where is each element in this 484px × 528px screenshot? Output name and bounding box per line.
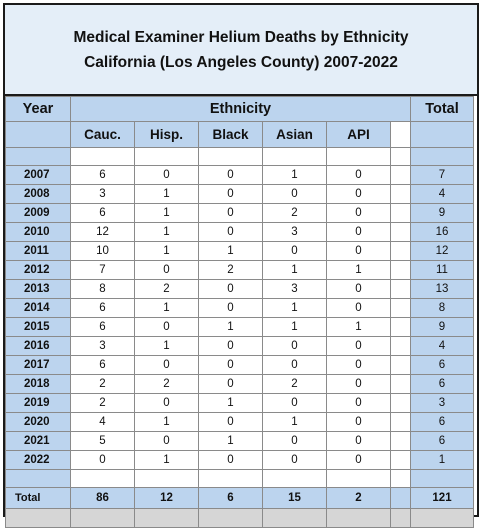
total-header: Total — [411, 97, 474, 122]
value-cell: 0 — [263, 185, 327, 204]
value-cell: 0 — [199, 204, 263, 223]
col-header-api: API — [327, 122, 391, 148]
value-cell: 0 — [135, 318, 199, 337]
year-cell: 2015 — [6, 318, 71, 337]
table-row — [6, 413, 474, 432]
value-cell: 0 — [263, 242, 327, 261]
table-row — [6, 299, 474, 318]
value-cell: 0 — [327, 451, 391, 470]
value-cell: 0 — [327, 432, 391, 451]
value-cell: 1 — [263, 166, 327, 185]
column-total-cell: 6 — [199, 488, 263, 509]
empty-cell — [327, 148, 391, 166]
value-cell: 2 — [71, 375, 135, 394]
value-cell: 0 — [327, 223, 391, 242]
value-cell: 0 — [327, 413, 391, 432]
value-cell: 1 — [135, 299, 199, 318]
value-cell: 0 — [327, 204, 391, 223]
spacer-cell — [391, 280, 411, 299]
year-cell: 2019 — [6, 394, 71, 413]
year-cell: 2008 — [6, 185, 71, 204]
total-header-blank — [411, 122, 474, 148]
value-cell: 0 — [135, 394, 199, 413]
value-cell: 12 — [71, 223, 135, 242]
year-cell: 2022 — [6, 451, 71, 470]
column-total-cell: 12 — [135, 488, 199, 509]
value-cell: 0 — [135, 261, 199, 280]
spacer-cell — [391, 375, 411, 394]
value-cell: 1 — [135, 413, 199, 432]
value-cell: 0 — [199, 451, 263, 470]
value-cell: 6 — [71, 318, 135, 337]
spacer-cell — [391, 488, 411, 509]
value-cell: 4 — [71, 413, 135, 432]
value-cell: 0 — [199, 223, 263, 242]
spacer-cell — [391, 148, 411, 166]
value-cell: 10 — [71, 242, 135, 261]
year-cell: 2011 — [6, 242, 71, 261]
empty-cell — [71, 148, 135, 166]
row-total-cell: 9 — [411, 318, 474, 337]
spacer-cell — [391, 451, 411, 470]
spacer-cell — [391, 356, 411, 375]
blank-row — [6, 470, 474, 488]
table-row — [6, 242, 474, 261]
value-cell: 0 — [199, 280, 263, 299]
column-total-cell: 86 — [71, 488, 135, 509]
value-cell: 5 — [71, 432, 135, 451]
year-cell: 2012 — [6, 261, 71, 280]
value-cell: 1 — [135, 242, 199, 261]
footer-cell — [411, 509, 474, 528]
value-cell: 0 — [327, 166, 391, 185]
table-row — [6, 356, 474, 375]
deaths-table — [5, 96, 474, 528]
value-cell: 2 — [199, 261, 263, 280]
empty-cell — [199, 148, 263, 166]
col-header-black: Black — [199, 122, 263, 148]
total-cell — [411, 148, 474, 166]
value-cell: 3 — [71, 337, 135, 356]
footer-cell — [71, 509, 135, 528]
table-row — [6, 223, 474, 242]
value-cell: 0 — [263, 337, 327, 356]
year-cell: 2017 — [6, 356, 71, 375]
spreadsheet-frame — [3, 3, 479, 517]
value-cell: 0 — [199, 299, 263, 318]
row-total-cell: 12 — [411, 242, 474, 261]
year-cell — [6, 470, 71, 488]
value-cell: 0 — [263, 356, 327, 375]
spacer-cell — [391, 413, 411, 432]
value-cell: 2 — [263, 204, 327, 223]
empty-cell — [71, 470, 135, 488]
year-cell — [6, 148, 71, 166]
row-total-cell: 4 — [411, 337, 474, 356]
value-cell: 0 — [263, 432, 327, 451]
value-cell: 1 — [199, 394, 263, 413]
col-header-asian: Asian — [263, 122, 327, 148]
empty-cell — [263, 470, 327, 488]
value-cell: 0 — [327, 356, 391, 375]
value-cell: 6 — [71, 299, 135, 318]
table-row — [6, 204, 474, 223]
table-row — [6, 394, 474, 413]
row-total-cell: 6 — [411, 413, 474, 432]
footer-cell — [327, 509, 391, 528]
value-cell: 0 — [327, 299, 391, 318]
spacer-cell — [391, 185, 411, 204]
spacer-cell — [391, 432, 411, 451]
spacer-cell — [391, 242, 411, 261]
year-cell: 2018 — [6, 375, 71, 394]
row-total-cell: 11 — [411, 261, 474, 280]
value-cell: 2 — [71, 394, 135, 413]
table-row — [6, 432, 474, 451]
value-cell: 2 — [135, 375, 199, 394]
table-row — [6, 185, 474, 204]
empty-cell — [199, 470, 263, 488]
value-cell: 0 — [199, 337, 263, 356]
value-cell: 0 — [263, 451, 327, 470]
value-cell: 1 — [199, 318, 263, 337]
table-row — [6, 318, 474, 337]
value-cell: 6 — [71, 166, 135, 185]
row-total-cell: 6 — [411, 375, 474, 394]
value-cell: 1 — [199, 242, 263, 261]
value-cell: 1 — [135, 337, 199, 356]
value-cell: 1 — [135, 223, 199, 242]
table-row — [6, 166, 474, 185]
table-title: Medical Examiner Helium Deaths by Ethnicity — [73, 28, 409, 46]
table-row — [6, 451, 474, 470]
footer-cell — [135, 509, 199, 528]
year-cell: 2016 — [6, 337, 71, 356]
value-cell: 1 — [327, 261, 391, 280]
empty-cell — [135, 470, 199, 488]
table-row — [6, 375, 474, 394]
footer-cell — [391, 509, 411, 528]
value-cell: 7 — [71, 261, 135, 280]
value-cell: 1 — [135, 451, 199, 470]
spacer-cell — [391, 470, 411, 488]
column-total-cell: 15 — [263, 488, 327, 509]
row-total-cell: 7 — [411, 166, 474, 185]
spacer-cell — [391, 122, 411, 148]
table-subtitle: California (Los Angeles County) 2007-2022 — [84, 53, 398, 71]
footer-cell — [6, 509, 71, 528]
year-cell: 2021 — [6, 432, 71, 451]
value-cell: 1 — [135, 185, 199, 204]
empty-cell — [327, 470, 391, 488]
row-total-cell: 13 — [411, 280, 474, 299]
value-cell: 0 — [327, 375, 391, 394]
spacer-cell — [391, 261, 411, 280]
value-cell: 1 — [263, 299, 327, 318]
value-cell: 6 — [71, 356, 135, 375]
col-header-cauc: Cauc. — [71, 122, 135, 148]
value-cell: 0 — [135, 432, 199, 451]
footer-cell — [199, 509, 263, 528]
table-row — [6, 280, 474, 299]
value-cell: 0 — [199, 166, 263, 185]
value-cell: 0 — [135, 356, 199, 375]
row-total-cell: 16 — [411, 223, 474, 242]
footer-row — [6, 509, 474, 528]
spacer-cell — [391, 318, 411, 337]
value-cell: 0 — [199, 185, 263, 204]
total-cell — [411, 470, 474, 488]
value-cell: 0 — [327, 337, 391, 356]
value-cell: 1 — [263, 413, 327, 432]
value-cell: 0 — [199, 375, 263, 394]
value-cell: 3 — [263, 280, 327, 299]
value-cell: 1 — [199, 432, 263, 451]
value-cell: 6 — [71, 204, 135, 223]
blank-row — [6, 148, 474, 166]
totals-row — [6, 488, 474, 509]
spacer-cell — [391, 166, 411, 185]
spacer-cell — [391, 299, 411, 318]
spacer-cell — [391, 394, 411, 413]
col-header-hisp: Hisp. — [135, 122, 199, 148]
value-cell: 0 — [199, 356, 263, 375]
table-row — [6, 261, 474, 280]
row-total-cell: 6 — [411, 356, 474, 375]
year-cell: 2020 — [6, 413, 71, 432]
value-cell: 0 — [327, 280, 391, 299]
year-cell: 2014 — [6, 299, 71, 318]
value-cell: 1 — [327, 318, 391, 337]
table-title-box — [5, 5, 477, 96]
row-total-cell: 4 — [411, 185, 474, 204]
value-cell: 2 — [135, 280, 199, 299]
row-total-cell: 6 — [411, 432, 474, 451]
value-cell: 2 — [263, 375, 327, 394]
year-cell: 2007 — [6, 166, 71, 185]
value-cell: 0 — [263, 394, 327, 413]
row-total-cell: 1 — [411, 451, 474, 470]
value-cell: 3 — [263, 223, 327, 242]
year-cell: 2010 — [6, 223, 71, 242]
grand-total-cell: 121 — [411, 488, 474, 509]
ethnicity-header: Ethnicity — [71, 97, 411, 122]
row-total-cell: 3 — [411, 394, 474, 413]
value-cell: 1 — [263, 261, 327, 280]
spacer-cell — [391, 337, 411, 356]
spacer-cell — [391, 204, 411, 223]
year-cell: 2009 — [6, 204, 71, 223]
value-cell: 0 — [327, 394, 391, 413]
totals-label: Total — [6, 488, 71, 509]
value-cell: 0 — [327, 242, 391, 261]
footer-cell — [263, 509, 327, 528]
value-cell: 0 — [135, 166, 199, 185]
table-row — [6, 337, 474, 356]
empty-cell — [135, 148, 199, 166]
column-total-cell: 2 — [327, 488, 391, 509]
year-header: Year — [6, 97, 71, 122]
value-cell: 1 — [263, 318, 327, 337]
value-cell: 3 — [71, 185, 135, 204]
value-cell: 0 — [327, 185, 391, 204]
value-cell: 0 — [71, 451, 135, 470]
year-cell: 2013 — [6, 280, 71, 299]
empty-cell — [263, 148, 327, 166]
value-cell: 8 — [71, 280, 135, 299]
value-cell: 1 — [135, 204, 199, 223]
spacer-cell — [391, 223, 411, 242]
row-total-cell: 9 — [411, 204, 474, 223]
row-total-cell: 8 — [411, 299, 474, 318]
value-cell: 0 — [199, 413, 263, 432]
year-header-blank — [6, 122, 71, 148]
